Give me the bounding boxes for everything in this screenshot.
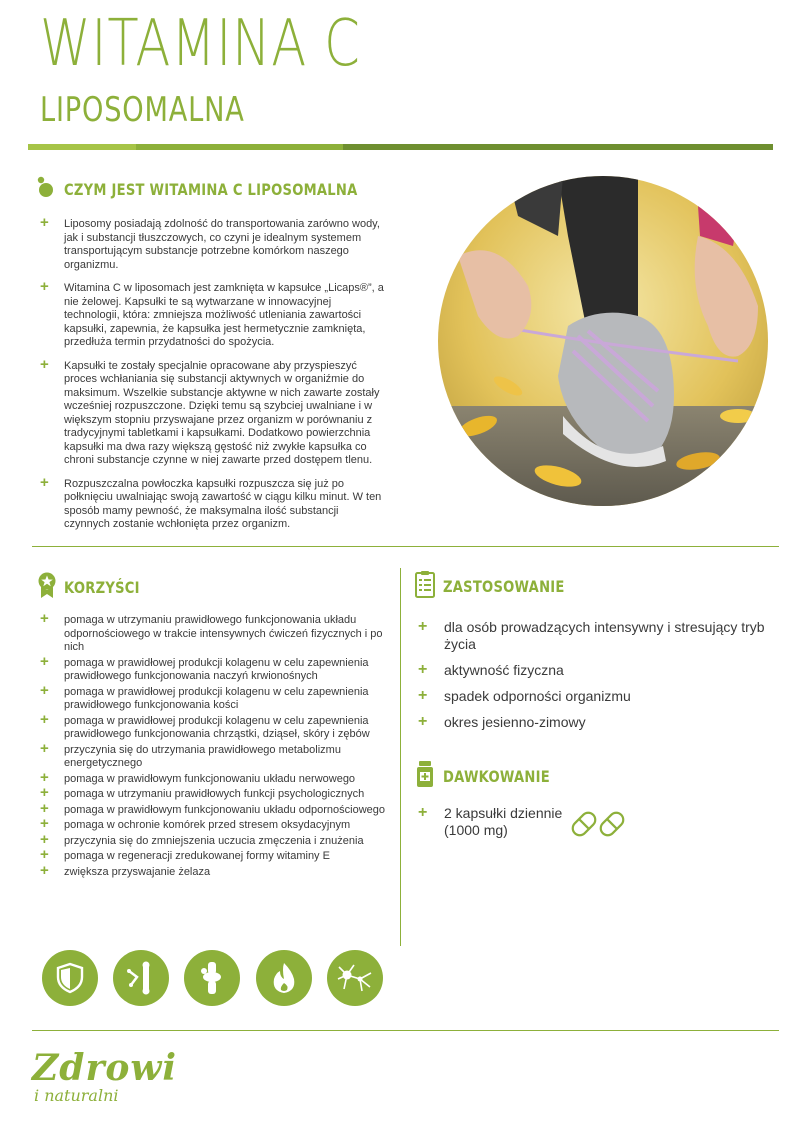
list-item: + pomaga w utrzymaniu prawidłowych funkcji psychologicznych [40,784,365,801]
list-item: + okres jesienno-zimowy [418,713,586,730]
what-is-list [40,214,385,532]
list-item: + pomaga w utrzymaniu prawidłowego funkcjonowania układu odpornościowego w trakcie intensywnych ćwiczeń fizycznych i po nich [40,610,383,653]
capsules-icon [568,806,630,847]
footer-divider [32,1030,779,1031]
shield-icon [42,950,98,1006]
dosage-list [418,805,563,839]
list-item: + Liposomy posiadają zdolność do transportowania zarówno wody, jak i substancji tłuszczowych, co czyni je idealnym systemem transportującym substancje potrzebne komórkom naszego organizmu. [40,214,380,271]
benefits-title: KORZYŚCI [64,578,140,597]
list-item: + spadek odporności organizmu [418,687,631,704]
joint-icon [184,950,240,1006]
benefits-header [38,572,156,603]
list-item: + Kapsułki te zostały specjalnie opracowane aby przyspieszyć proces wchłaniania się substancji aktywnych w organiźmie do maksimum. Wszelkie substancje aktywne w nich zawarte zostały wcześniej rozpuszczone. Dzięki temu są szybciej uwalniane i w większym stopniu przyswajane przez organizm w porównaniu z tradycyjnymi tabletkami i kapsułkami. Dodatkowo powierzchnia kapsułki ma dwa razy większą gęstość niż zwykłe kapsułka co chroni substancje czynne w niej zawarte przed dostępem tlenu. [40,355,380,466]
dots-icon [36,176,56,203]
award-icon [38,572,56,603]
column-divider [400,568,401,946]
what-is-title: CZYM JEST WITAMINA C LIPOSOMALNA [64,180,358,199]
brand-logo: Zdrowi i naturalni [32,1047,178,1105]
usage-title: ZASTOSOWANIE [443,577,565,596]
bottle-icon [415,760,435,793]
dosage-title: DAWKOWANIE [443,767,550,786]
list-item: + pomaga w prawidłowym funkcjonowaniu układu odpornościowego [40,799,386,817]
usage-list [418,619,768,731]
list-item: + 2 kapsułki dziennie (1000 mg) [418,804,563,838]
list-item: + dla osób prowadzących intensywny i stresujący tryb życia [418,618,765,652]
benefits-list [40,610,390,879]
section-divider [32,546,779,547]
list-item: + zwiększa przyswajanie żelaza [40,861,211,879]
usage-header [415,570,591,603]
neuron-icon [327,950,383,1006]
list-item: + przyczynia się do utrzymania prawidłowego metabolizmu energetycznego [40,739,341,769]
header-bar [28,144,773,150]
list-item: + Rozpuszczalna powłoczka kapsułki rozpuszcza się już po połknięciu uwalniając swoją zawartość w ciągu kilku minut. W ten sposób mamy pewność, że maksymalna ilość substancji czynnych zostanie wchłonięta przez organizm. [40,473,382,530]
list-item: + przyczynia się do zmniejszenia uczucia zmęczenia i znużenia [40,830,364,848]
checklist-icon [415,570,435,603]
dosage-header [415,760,573,793]
bone-icon [113,950,169,1006]
list-item: + Witamina C w liposomach jest zamknięta w kapsułce „Licaps®”, a nie żelowej. Kapsułki te są wytwarzane w innowacyjnej technologii, która: zmniejsza możliwość utleniania zawartości kapsułki, zapewnia, że kapsułka jest hermetycznie zamknięta, przedłuża termin przydatności do spożycia. [40,278,384,348]
list-item: + pomaga w prawidłowej produkcji kolagenu w celu zapewnienia prawidłowego funkcjonowania kości [40,681,369,711]
list-item: + pomaga w prawidłowej produkcji kolagenu w celu zapewnienia prawidłowego funkcjonowania chrząstki, dziąseł, skóry i zębów [40,710,370,740]
what-is-header [36,176,422,203]
list-item: + pomaga w regeneracji zredukowanej formy witaminy E [40,846,330,863]
list-item: + pomaga w prawidłowym funkcjonowaniu układu nerwowego [40,768,356,786]
list-item: + aktywność fizyczna [418,661,564,678]
page-title: WITAMINA C [40,7,361,81]
list-item: + pomaga w prawidłowej produkcji kolagenu w celu zapewnienia prawidłowego funkcjonowania naczyń krwionośnych [40,652,369,682]
list-item: + pomaga w ochronie komórek przed stresem oksydacyjnym [40,815,351,832]
flame-icon [256,950,312,1006]
page-subtitle: LIPOSOMALNA [40,90,245,130]
running-shoe-photo [438,176,768,506]
